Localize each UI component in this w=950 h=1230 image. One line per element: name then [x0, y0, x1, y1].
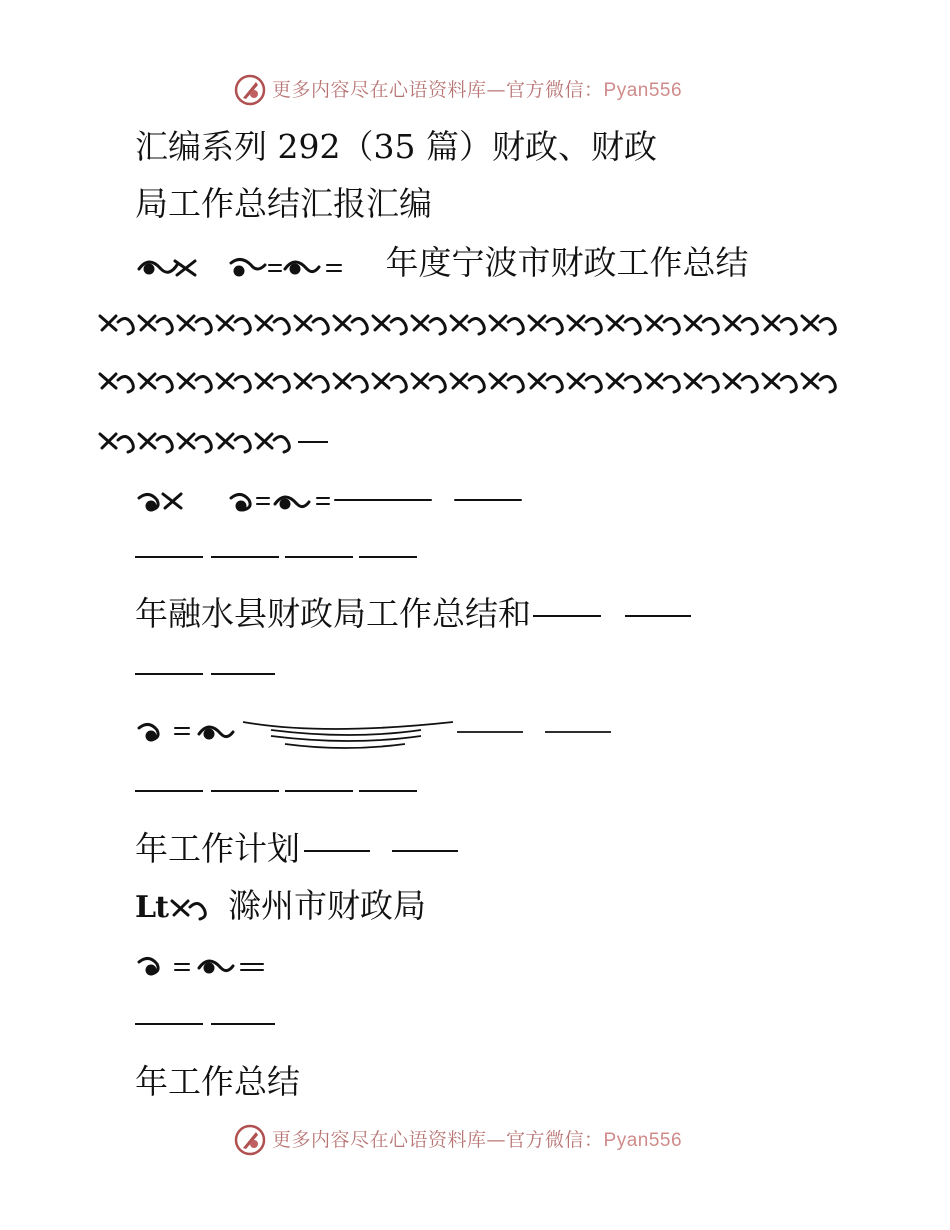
leader-dashes: [135, 556, 425, 560]
toc-item-4: 年工作计划: [135, 829, 458, 869]
garbled-glyph-icon: [135, 484, 535, 518]
doc-title-line-1: 汇编系列 292（35 篇）财政、财政: [135, 127, 657, 166]
garbled-glyph-row: [98, 306, 848, 340]
watermark-text: 更多内容尽在心语资料库—官方微信：Pyan556: [272, 1129, 683, 1151]
garbled-glyph-icon: [135, 247, 375, 283]
toc-item-5: Lt 滁州市财政局: [135, 886, 426, 928]
quill-circle-logo-icon: [234, 1124, 266, 1156]
toc-item-6: 年工作总结: [135, 1062, 300, 1101]
leader-dashes: [135, 790, 425, 794]
garbled-glyph-row: [98, 364, 848, 398]
garbled-glyph-icon: [168, 893, 228, 923]
quill-circle-logo-icon: [234, 74, 266, 106]
leader-dashes: [135, 673, 285, 677]
toc-item-1: 年度宁波市财政工作总结: [135, 243, 749, 283]
garbled-glyph-icon: [135, 950, 275, 982]
garbled-prefix: Lt: [135, 890, 168, 925]
footer-watermark: [0, 1122, 950, 1162]
header-watermark: [0, 72, 950, 112]
watermark-text: 更多内容尽在心语资料库—官方微信：Pyan556: [272, 79, 683, 101]
toc-item-3: 年融水县财政局工作总结和: [135, 594, 691, 634]
garbled-glyph-row: [98, 424, 338, 458]
doc-title-line-2: 局工作总结汇报汇编: [135, 184, 432, 223]
leader-dashes: [135, 1023, 285, 1027]
garbled-glyph-icon: [135, 714, 615, 754]
